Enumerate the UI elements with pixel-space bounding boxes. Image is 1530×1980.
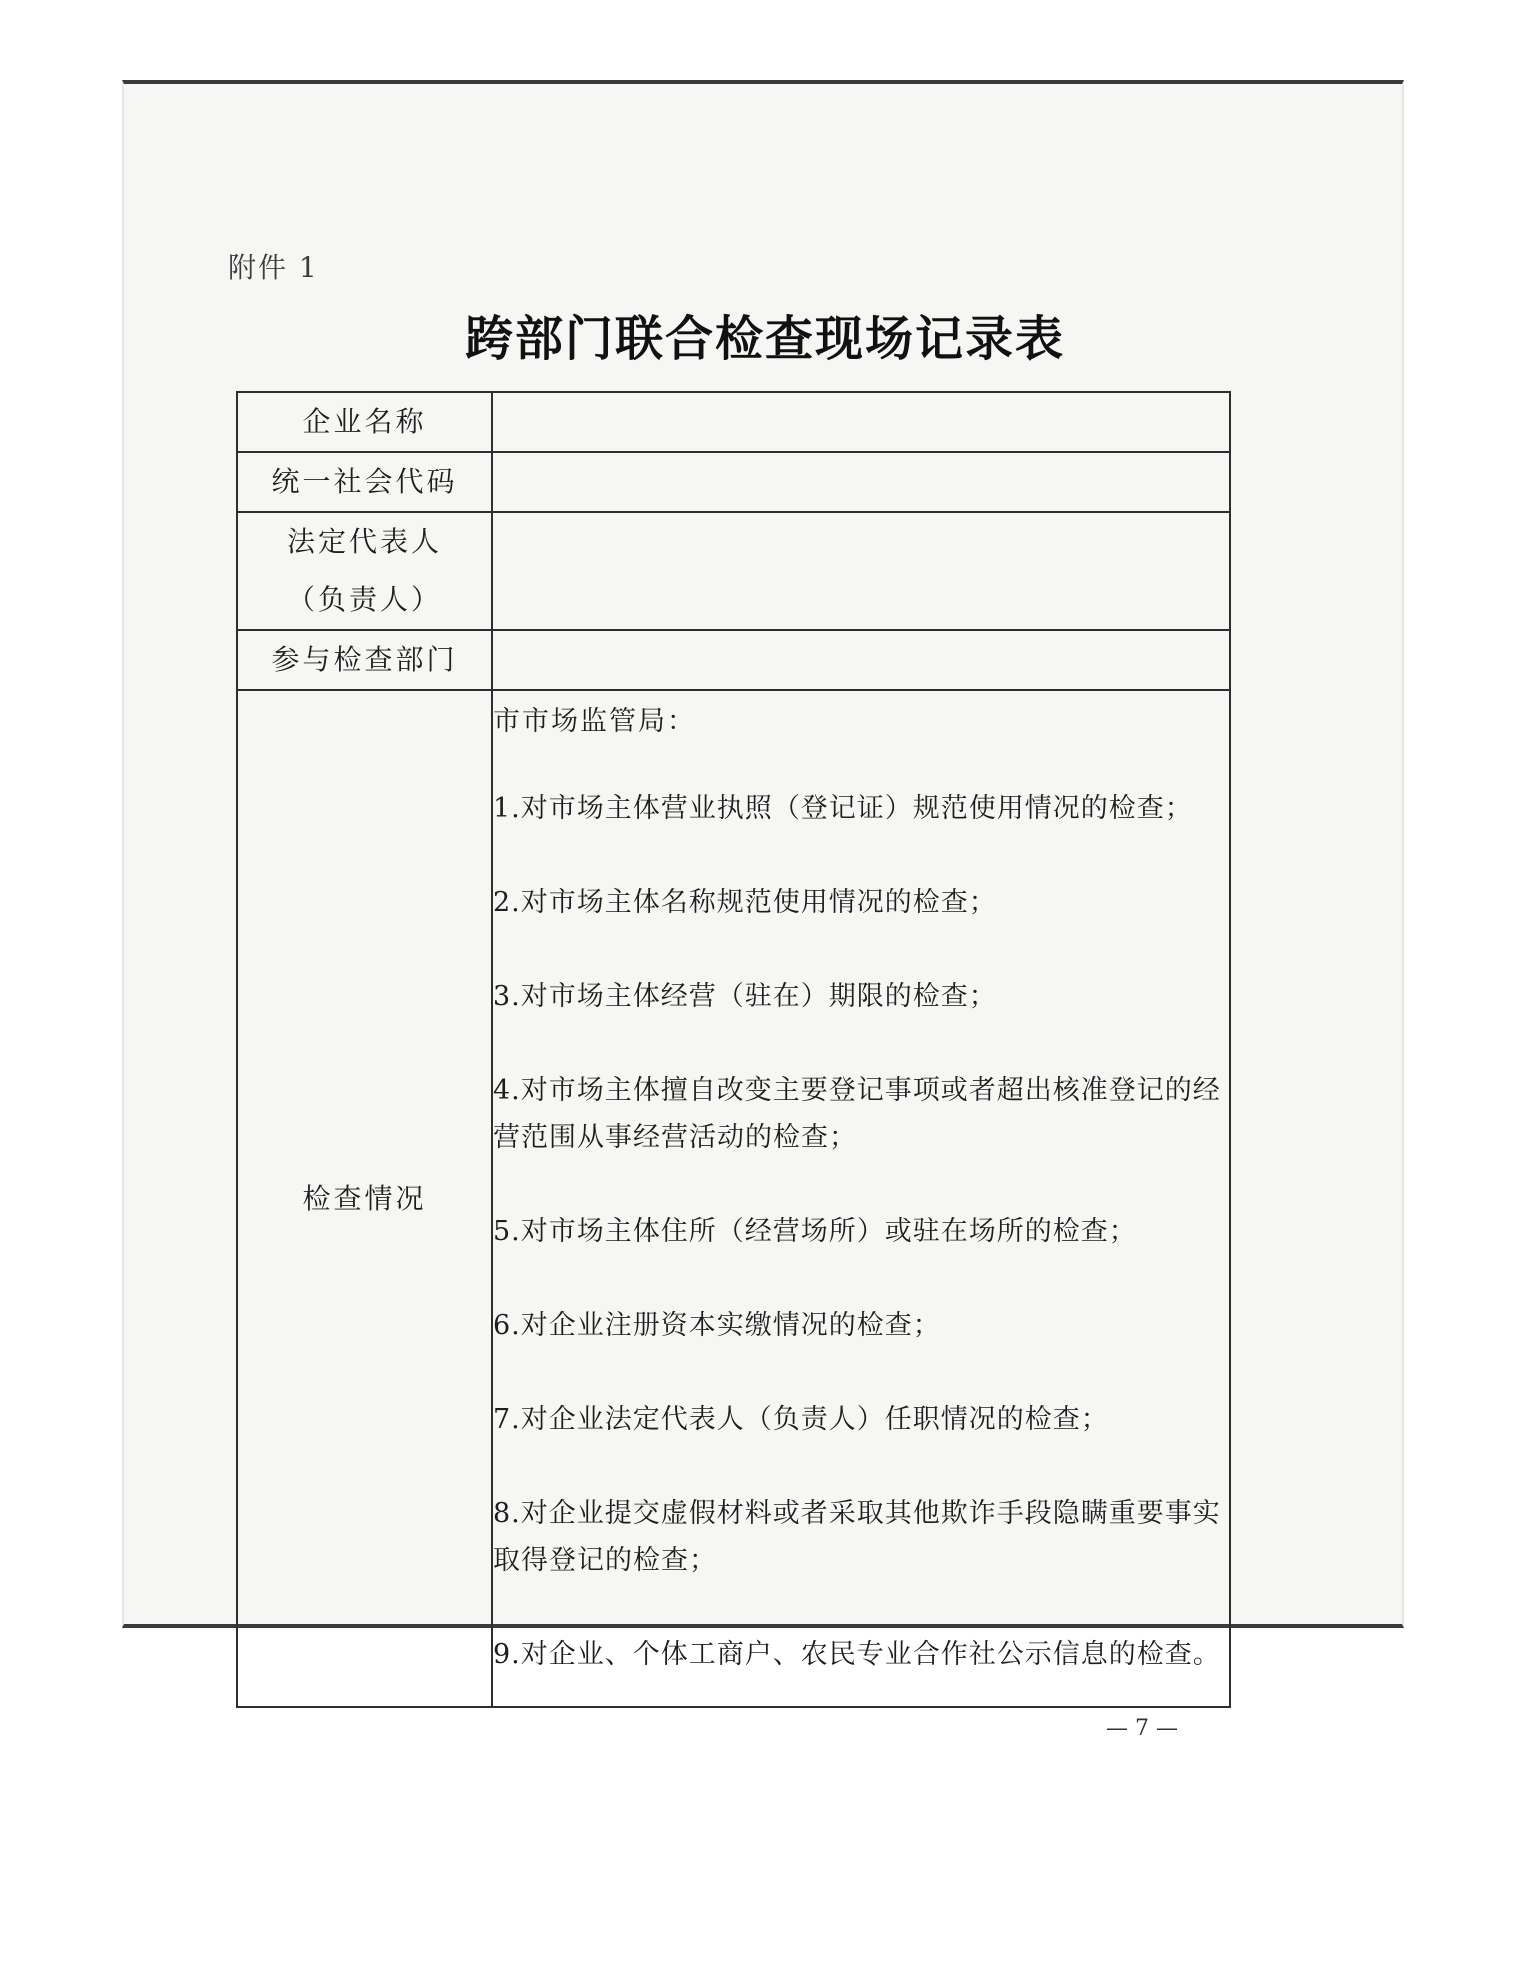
attachment-label: 附件 1 (228, 251, 319, 284)
field-legal-representative[interactable] (492, 512, 1230, 630)
inspection-item-list (493, 785, 1229, 1678)
field-credit-code[interactable] (492, 452, 1230, 512)
inspection-item: 3.对市场主体经营（驻在）期限的检查； (493, 981, 997, 1012)
label-company-name: 企业名称 (237, 392, 492, 452)
field-company-name[interactable] (492, 392, 1230, 452)
department-name: 市市场监管局： (493, 706, 696, 737)
page-number: — 7 — (1106, 1716, 1178, 1741)
inspection-item: 1.对市场主体营业执照（登记证）规范使用情况的检查； (493, 793, 1193, 824)
inspection-item: 6.对企业注册资本实缴情况的检查； (493, 1310, 941, 1341)
row-departments (237, 630, 1230, 690)
inspection-item: 7.对企业法定代表人（负责人）任职情况的检查； (493, 1404, 1109, 1435)
label-legal-representative-line2: （负责人） (286, 583, 442, 616)
label-credit-code: 统一社会代码 (237, 452, 492, 512)
inspection-item: 5.对市场主体住所（经营场所）或驻在场所的检查； (493, 1216, 1137, 1247)
row-legal-representative (237, 512, 1230, 630)
inspection-item: 4.对市场主体擅自改变主要登记事项或者超出核准登记的经营范围从事经营活动的检查； (493, 1075, 1221, 1153)
row-credit-code (237, 452, 1230, 512)
row-inspection (237, 690, 1230, 1707)
field-departments[interactable] (492, 630, 1230, 690)
label-departments: 参与检查部门 (237, 630, 492, 690)
inspection-content (492, 690, 1230, 1707)
inspection-record-form (236, 391, 1231, 1708)
label-legal-representative (237, 512, 492, 630)
label-legal-representative-line1: 法定代表人 (286, 525, 442, 558)
form-title: 跨部门联合检查现场记录表 (464, 311, 1065, 367)
inspection-item: 8.对企业提交虚假材料或者采取其他欺诈手段隐瞒重要事实取得登记的检查； (493, 1498, 1221, 1576)
inspection-item: 9.对企业、个体工商户、农民专业合作社公示信息的检查。 (493, 1639, 1221, 1670)
label-inspection: 检查情况 (237, 690, 492, 1707)
inspection-item: 2.对市场主体名称规范使用情况的检查； (493, 887, 997, 918)
row-company-name (237, 392, 1230, 452)
